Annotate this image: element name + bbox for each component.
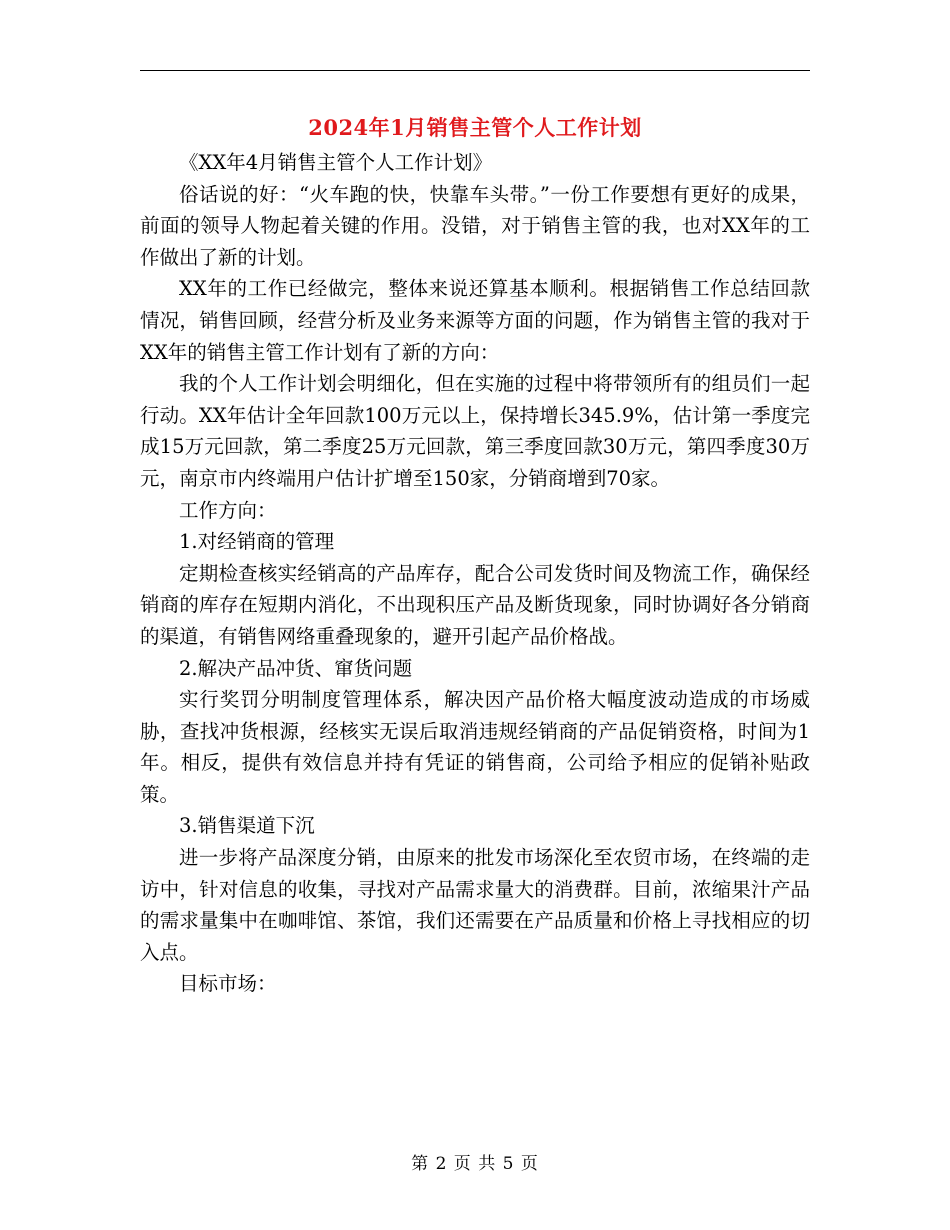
subheading-dealer-management: 1.对经销商的管理 — [179, 530, 335, 554]
section-heading-work-direction: 工作方向： — [179, 498, 277, 522]
header-rule — [140, 70, 810, 71]
paragraph-channel-sinking: 进一步将产品深度分销，由原来的批发市场深化至农贸市场，在终端的走访中，针对信息的收集，寻找对产品需求量大的消费群。目前，浓缩果汁产品的需求量集中在咖啡馆、茶馆，我们还需要在产品质量和价格上寻找相应的切入点。 — [140, 846, 810, 964]
document-title: 2024年1月销售主管个人工作计划 — [308, 115, 642, 140]
paragraph-dealer-management: 定期检查核实经销高的产品库存，配合公司发货时间及物流工作，确保经销商的库存在短期内消化，不出现积压产品及断货现象，同时协调好各分销商的渠道，有销售网络重叠现象的，避开引起产品价格战。 — [140, 561, 810, 648]
subheading-cross-selling: 2.解决产品冲货、窜货问题 — [179, 656, 413, 680]
paragraph-targets: 我的个人工作计划会明细化，但在实施的过程中将带领所有的组员们一起行动。XX年估计全年回款100万元以上，保持增长345.9%，估计第一季度完成15万元回款，第二季度25万元回款，第三季度回款30万元，第四季度30万元，南京市内终端用户估计扩增至150家，分销商增到70家。 — [140, 372, 810, 490]
document-body — [140, 147, 810, 1000]
section-heading-target-market: 目标市场： — [179, 972, 277, 996]
subheading-channel-sinking: 3.销售渠道下沉 — [179, 814, 315, 838]
paragraph-intro: 俗话说的好：“火车跑的快，快靠车头带。”一份工作要想有更好的成果，前面的领导人物起着关键的作用。没错，对于销售主管的我，也对XX年的工作做出了新的计划。 — [140, 182, 810, 269]
paragraph-summary: XX年的工作已经做完，整体来说还算基本顺利。根据销售工作总结回款情况，销售回顾，经营分析及业务来源等方面的问题，作为销售主管的我对于XX年的销售主管工作计划有了新的方向： — [140, 277, 810, 364]
paragraph-source-title: 《XX年4月销售主管个人工作计划》 — [179, 151, 493, 174]
page-number-footer: 第 2 页 共 5 页 — [411, 1154, 539, 1174]
paragraph-cross-selling: 实行奖罚分明制度管理体系，解决因产品价格大幅度波动造成的市场威胁，查找冲货根源，经核实无误后取消违规经销商的产品促销资格，时间为1年。相反，提供有效信息并持有凭证的销售商，公司给予相应的促销补贴政策。 — [140, 688, 810, 806]
